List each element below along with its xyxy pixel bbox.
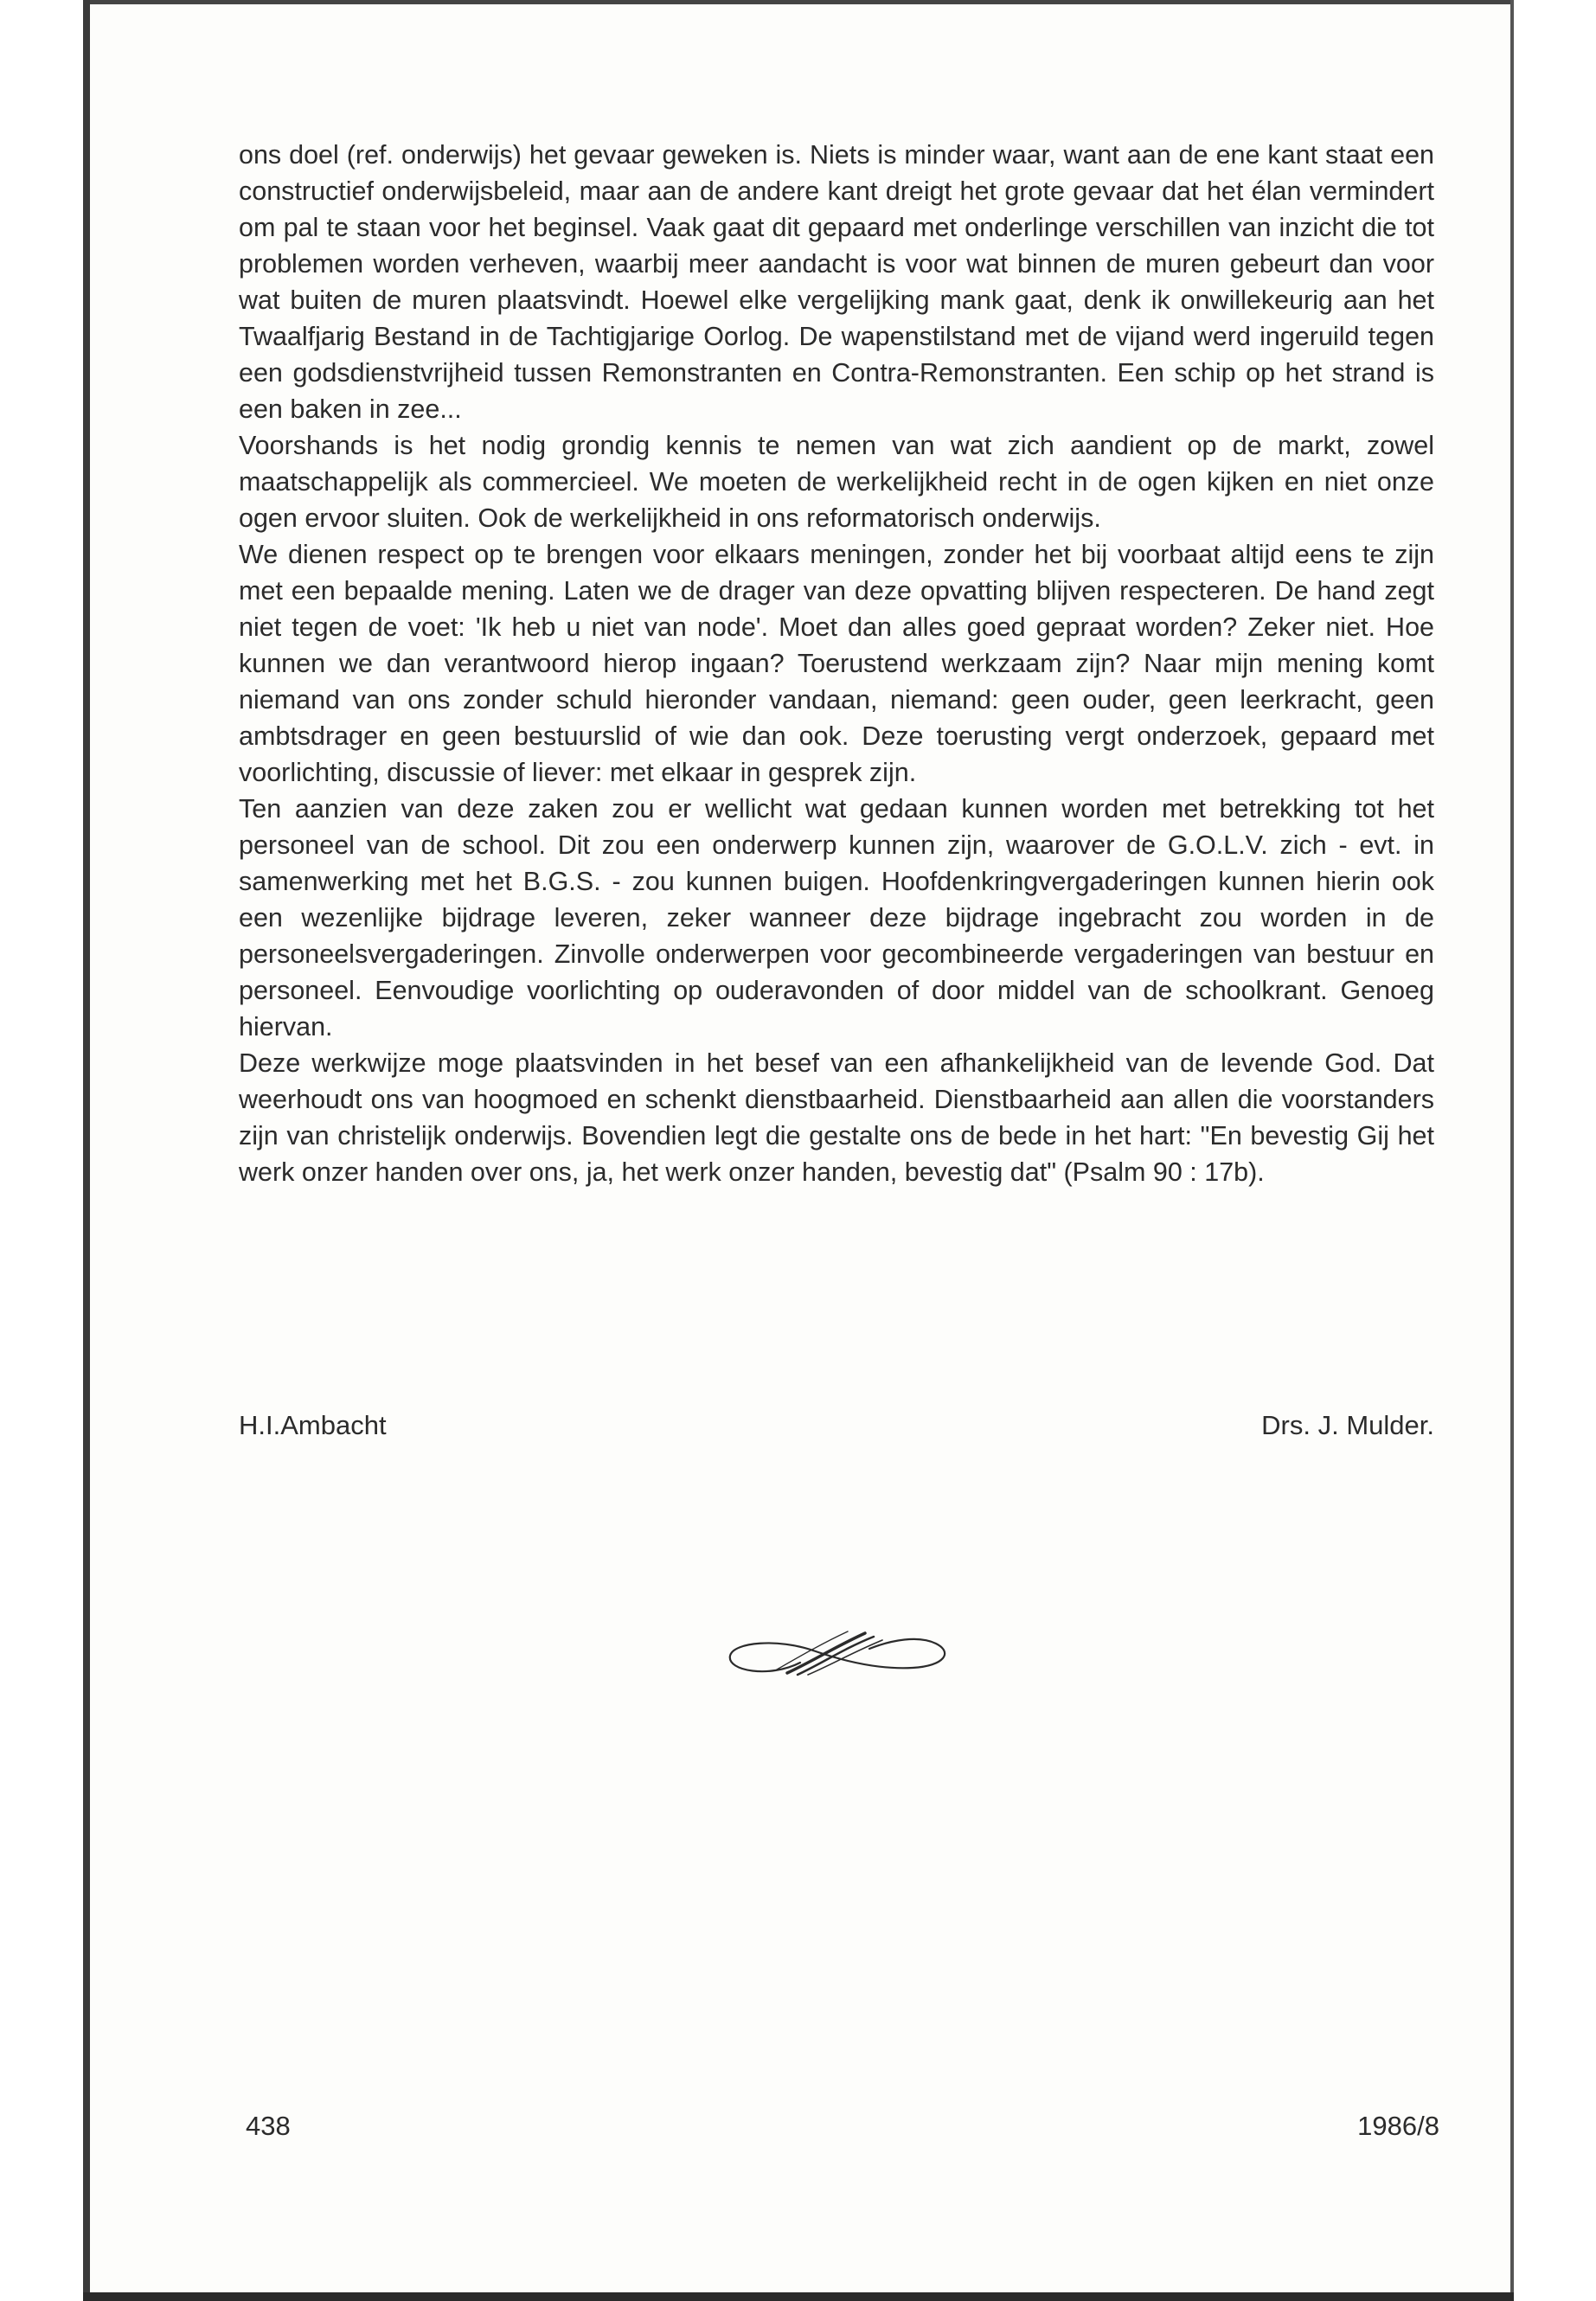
paragraph-2: Voorshands is het nodig grondig kennis te nemen van wat zich aandient op de markt, zowel maatschappelijk als commercieel. We moeten de werkelijkheid recht in de ogen kijken en niet onze ogen ervoor sluiten. Ook de werkelijkheid in ons reformatorisch onderwijs. [239, 431, 1434, 533]
signature-row [239, 1410, 1434, 1448]
article-body [239, 137, 1434, 1190]
signature-author: Drs. J. Mulder. [1261, 1410, 1434, 1440]
flourish-ornament-icon [718, 1618, 960, 1695]
scan-border-left [83, 0, 90, 2301]
page-footer [246, 2111, 1439, 2149]
paragraph-5: Deze werkwijze moge plaatsvinden in het besef van een afhankelijkheid van de levende God. Dat weerhoudt ons van hoogmoed en schenkt dienstbaarheid. Dienstbaarheid aan allen die voorstanders zijn van christelijk onderwijs. Bovendien legt die gestalte ons de bede in het hart: "En bevestig Gij het werk onzer handen over ons, ja, het werk onzer handen, bevestig dat" (Psalm 90 : 17b). [239, 1048, 1434, 1187]
paragraph-1: ons doel (ref. onderwijs) het gevaar geweken is. Niets is minder waar, want aan de ene kant staat een constructief onderwijsbeleid, maar aan de andere kant dreigt het grote gevaar dat het élan vermindert om pal te staan voor het beginsel. Vaak gaat dit gepaard met onderlinge verschillen van inzicht die tot problemen worden verheven, waarbij meer aandacht is voor wat binnen de muren gebeurt dan voor wat buiten de muren plaatsvindt. Hoewel elke vergelijking mank gaat, denk ik onwillekeurig aan het Twaalfjarig Bestand in de Tachtigjarige Oorlog. De wapenstilstand met de vijand werd ingeruild tegen een godsdienstvrijheid tussen Remonstranten en Contra-Remonstranten. Een schip op het strand is een baken in zee... [239, 140, 1434, 424]
signature-place: H.I.Ambacht [239, 1410, 387, 1440]
scan-border-right [1510, 0, 1514, 2301]
paragraph-3: We dienen respect op te brengen voor elkaars meningen, zonder het bij voorbaat altijd eens te zijn met een bepaalde mening. Laten we de drager van deze opvatting blijven respecteren. De hand zegt niet tegen de voet: 'Ik heb u niet van node'. Moet dan alles goed gepraat worden? Zeker niet. Hoe kunnen we dan verantwoord hierop ingaan? Toerustend werkzaam zijn? Naar mijn mening komt niemand van ons zonder schuld hieronder vandaan, niemand: geen ouder, geen leerkracht, geen ambtsdrager en geen bestuurslid of wie dan ook. Deze toerusting vergt onderzoek, gepaard met voorlichting, discussie of liever: met elkaar in gesprek zijn. [239, 540, 1434, 787]
paragraph-4: Ten aanzien van deze zaken zou er wellicht wat gedaan kunnen worden met betrekking tot het personeel van de school. Dit zou een onderwerp kunnen zijn, waarover de G.O.L.V. zich - evt. in samenwerking met het B.G.S. - zou kunnen buigen. Hoofdenkringvergaderingen kunnen hierin ook een wezenlijke bijdrage leveren, zeker wanneer deze bijdrage ingebracht zou worden in de personeelsvergaderingen. Zinvolle onderwerpen voor gecombineerde vergaderingen van bestuur en personeel. Eenvoudige voorlichting op ouderavonden of door middel van de schoolkrant. Genoeg hiervan. [239, 794, 1434, 1042]
scan-border-bottom [83, 2292, 1514, 2301]
issue-number: 1986/8 [1357, 2111, 1439, 2141]
page-number: 438 [246, 2111, 291, 2141]
